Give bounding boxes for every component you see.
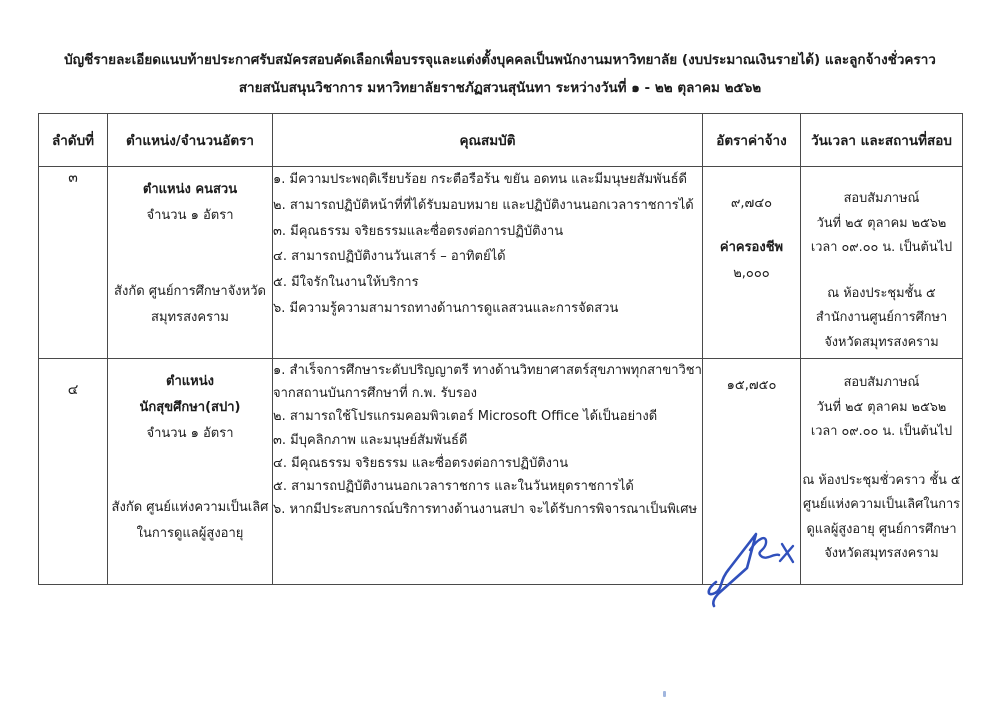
exam-venue-line: ดูแลผู้สูงอายุ ศูนย์การศึกษา — [806, 521, 957, 537]
position-count: จำนวน ๑ อัตรา — [146, 426, 234, 441]
qualification-item: จากสถานบันการศึกษาที่ ก.พ. รับรอง — [273, 386, 477, 402]
qualification-item: ๖. หากมีประสบการณ์บริการทางด้านงานสปา จะได้รับการพิจารณาเป็นพิเศษ — [273, 502, 698, 518]
document-title-line1: บัญชีรายละเอียดแนบท้ายประกาศรับสมัครสอบคัดเลือกเพื่อบรรจุและแต่งตั้งบุคคลเป็นพนักงานมหาวิทยาลัย (งบประมาณเงินรายได้) และลูกจ้างชั่วคราว — [64, 52, 936, 68]
exam-cell — [801, 167, 963, 359]
exam-venue-line: จังหวัดสมุทรสงคราม — [824, 334, 939, 350]
position-cell — [108, 359, 273, 585]
qualification-item: ๒. สามารถปฏิบัติหน้าที่ที่ได้รับมอบหมาย และปฏิบัติงานนอกเวลาราชการได้ — [273, 197, 694, 213]
exam-schedule-line: สอบสัมภาษณ์ — [843, 191, 920, 206]
exam-cell — [801, 359, 963, 585]
position-affiliation: ในการดูแลผู้สูงอายุ — [136, 526, 244, 541]
position-title: ตำแหน่ง คนสวน — [142, 182, 238, 197]
position-count: จำนวน ๑ อัตรา — [146, 208, 234, 223]
table-header-row — [39, 114, 963, 167]
wage-allowance-label: ค่าครองชีพ — [719, 240, 784, 255]
wage-cell — [703, 359, 801, 585]
wage-cell — [703, 167, 801, 359]
wage-allowance-amount: ๒,๐๐๐ — [733, 266, 770, 281]
exam-schedule-line: เวลา ๐๙.๐๐ น. เป็นต้นไป — [810, 424, 953, 439]
col-header-position: ตำแหน่ง/จำนวนอัตรา — [108, 114, 273, 167]
qualifications-cell — [273, 359, 703, 585]
table-row — [39, 359, 963, 585]
qualification-item: ๓. มีบุคลิกภาพ และมนุษย์สัมพันธ์ดี — [273, 432, 468, 448]
wage-salary: ๙,๗๔๐ — [730, 196, 773, 211]
document-title-line2: สายสนับสนุนวิชาการ มหาวิทยาลัยราชภัฏสวนสุนันทา ระหว่างวันที่ ๑ - ๒๒ ตุลาคม ๒๕๖๒ — [238, 80, 762, 96]
qualification-item: ๒. สามารถใช้โปรแกรมคอมพิวเตอร์ Microsoft Office ได้เป็นอย่างดี — [273, 409, 658, 425]
qualification-item: ๓. มีคุณธรรม จริยธรรมและซื่อตรงต่อการปฏิบัติงาน — [273, 223, 564, 239]
col-header-wage: อัตราค่าจ้าง — [703, 114, 801, 167]
qualification-item: ๕. สามารถปฏิบัติงานนอกเวลาราชการ และในวันหยุดราชการได้ — [273, 479, 634, 495]
col-header-order: ลำดับที่ — [39, 114, 108, 167]
exam-venue-line: ศูนย์แห่งความเป็นเลิศในการ — [802, 497, 961, 512]
position-affiliation: สมุทรสงคราม — [151, 310, 229, 325]
col-header-exam: วันเวลา และสถานที่สอบ — [801, 114, 963, 167]
exam-schedule-line: วันที่ ๒๕ ตุลาคม ๒๕๖๒ — [816, 215, 947, 231]
position-affiliation: สังกัด ศูนย์การศึกษาจังหวัด — [114, 284, 266, 299]
position-affiliation: สังกัด ศูนย์แห่งความเป็นเลิศ — [111, 500, 269, 515]
position-title: นักสุขศึกษา(สปา) — [139, 400, 241, 415]
qualification-item: ๔. สามารถปฏิบัติงานวันเสาร์ – อาทิตย์ได้ — [273, 249, 506, 265]
row-number: ๔ — [39, 359, 108, 585]
qualification-item: ๖. มีความรู้ความสามารถทางด้านการดูแลสวนและการจัดสวน — [273, 300, 619, 316]
qualification-item: ๔. มีคุณธรรม จริยธรรม และซื่อตรงต่อการปฏิบัติงาน — [273, 455, 569, 471]
row-number: ๓ — [39, 167, 108, 359]
exam-venue-line: จังหวัดสมุทรสงคราม — [824, 546, 939, 561]
col-header-qualifications: คุณสมบัติ — [273, 114, 703, 167]
annex-table — [38, 113, 963, 585]
exam-schedule-line: เวลา ๐๙.๐๐ น. เป็นต้นไป — [810, 240, 953, 255]
exam-schedule-line: วันที่ ๒๕ ตุลาคม ๒๕๖๒ — [816, 399, 947, 415]
exam-venue-line: สำนักงานศูนย์การศึกษา — [815, 310, 948, 325]
exam-schedule-line: สอบสัมภาษณ์ — [843, 375, 920, 390]
ink-speck — [663, 691, 666, 697]
position-title: ตำแหน่ง — [166, 374, 214, 389]
wage-salary: ๑๕,๗๕๐ — [726, 378, 777, 393]
qualification-item: ๑. สำเร็จการศึกษาระดับปริญญาตรี ทางด้านวิทยาศาสตร์สุขภาพทุกสาขาวิชา — [273, 363, 702, 378]
table-row — [39, 167, 963, 359]
exam-venue-line: ณ ห้องประชุมชั้น ๕ — [827, 285, 936, 301]
qualification-item: ๑. มีความประพฤติเรียบร้อย กระตือรือร้น ขยัน อดทน และมีมนุษยสัมพันธ์ดี — [273, 172, 688, 187]
qualifications-cell — [273, 167, 703, 359]
qualification-item: ๕. มีใจรักในงานให้บริการ — [273, 275, 419, 291]
exam-venue-line: ณ ห้องประชุมชั่วคราว ชั้น ๕ — [802, 472, 961, 488]
position-cell — [108, 167, 273, 359]
